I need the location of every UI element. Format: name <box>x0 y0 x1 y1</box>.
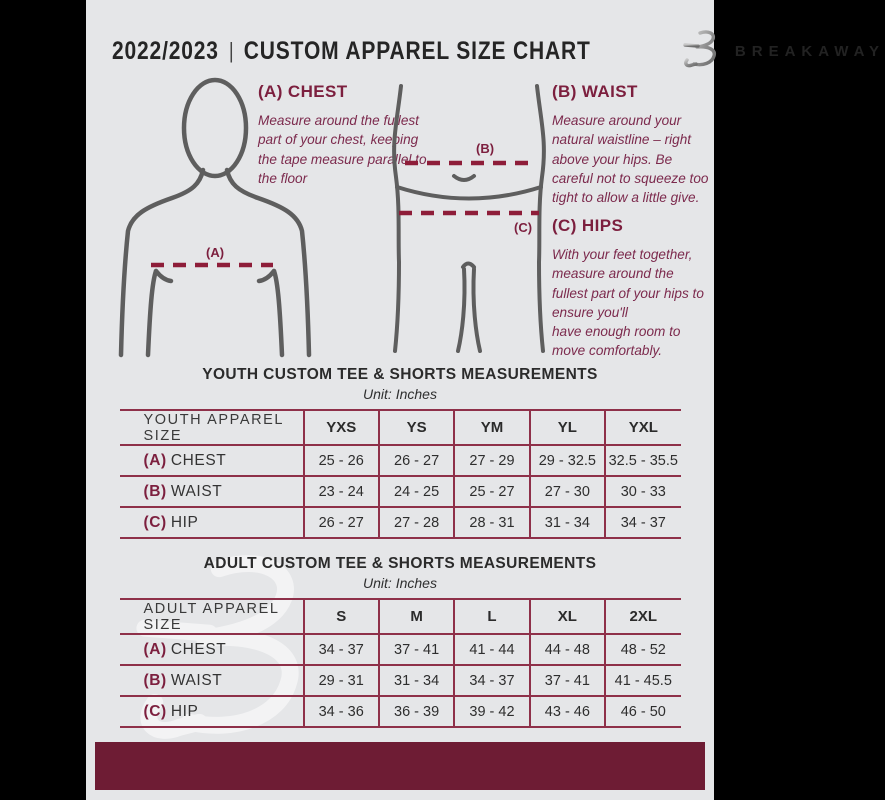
row-prefix: (A) <box>143 451 167 469</box>
adult-col-m: M <box>379 599 454 634</box>
table-cell: 27 - 30 <box>530 476 605 507</box>
table-cell: 37 - 41 <box>379 634 454 665</box>
row-prefix: (B) <box>143 671 167 689</box>
row-label-waist <box>120 665 304 696</box>
youth-header-row <box>120 410 681 445</box>
youth-size-table <box>120 409 681 539</box>
table-cell: 31 - 34 <box>530 507 605 538</box>
row-text: WAIST <box>170 482 223 500</box>
waist-description: Measure around your natural waistline – right above your hips. Be careful not to squeeze too tight to allow a little give. <box>552 113 709 206</box>
year-label: 2022/2023 <box>112 36 219 65</box>
brand-lockup <box>682 29 885 74</box>
table-cell: 41 - 44 <box>454 634 529 665</box>
table-cell: 24 - 25 <box>379 476 454 507</box>
table-cell: 34 - 37 <box>454 665 529 696</box>
waist-heading: (B) WAIST <box>552 82 638 101</box>
figure-label-b: (B) <box>476 141 495 156</box>
page-title <box>112 37 591 66</box>
table-cell: 34 - 36 <box>304 696 379 727</box>
breakaway-logo-icon <box>682 29 726 74</box>
waist-guide <box>552 82 714 207</box>
title-divider: | <box>228 38 234 63</box>
adult-col-s: S <box>304 599 379 634</box>
figure-label-c: (C) <box>514 220 533 235</box>
youth-col-yxs: YXS <box>304 410 379 445</box>
table-cell: 36 - 39 <box>379 696 454 727</box>
row-text: CHEST <box>170 640 227 658</box>
table-cell: 27 - 28 <box>379 507 454 538</box>
table-cell: 46 - 50 <box>605 696 680 727</box>
table-cell: 25 - 26 <box>304 445 379 476</box>
table-cell: 26 - 27 <box>304 507 379 538</box>
table-cell: 25 - 27 <box>454 476 529 507</box>
row-label-chest <box>120 634 304 665</box>
adult-col-xl: XL <box>530 599 605 634</box>
youth-col-ys: YS <box>379 410 454 445</box>
header <box>86 0 885 78</box>
youth-table-unit: Unit: Inches <box>363 386 437 402</box>
row-prefix: (C) <box>143 513 167 531</box>
row-text: CHEST <box>170 451 227 469</box>
hips-description-line1: With your feet together, measure around the fullest part of your hips to ensure you'll <box>552 247 704 320</box>
youth-col-yl: YL <box>530 410 605 445</box>
row-text: HIP <box>170 513 199 531</box>
table-cell: 26 - 27 <box>379 445 454 476</box>
adult-table-title: ADULT CUSTOM TEE & SHORTS MEASUREMENTS <box>203 555 597 572</box>
adult-hip-row <box>120 696 681 727</box>
row-text: HIP <box>170 702 199 720</box>
row-label-chest <box>120 445 304 476</box>
table-cell: 29 - 31 <box>304 665 379 696</box>
adult-col-2xl: 2XL <box>605 599 680 634</box>
youth-col-ym: YM <box>454 410 529 445</box>
footer-bar <box>95 742 705 790</box>
table-cell: 32.5 - 35.5 <box>605 445 680 476</box>
hips-guide <box>552 216 706 361</box>
youth-chest-row <box>120 445 681 476</box>
table-cell: 39 - 42 <box>454 696 529 727</box>
row-prefix: (B) <box>143 482 167 500</box>
size-chart-document <box>86 0 885 800</box>
title-text: CUSTOM APPAREL SIZE CHART <box>243 36 591 65</box>
youth-waist-row <box>120 476 681 507</box>
table-cell: 23 - 24 <box>304 476 379 507</box>
row-label-waist <box>120 476 304 507</box>
table-cell: 44 - 48 <box>530 634 605 665</box>
chest-heading: (A) CHEST <box>258 82 348 101</box>
brand-name: BREAKAWAY <box>734 42 885 60</box>
adult-header-row <box>120 599 681 634</box>
table-cell: 43 - 46 <box>530 696 605 727</box>
row-text: WAIST <box>170 671 223 689</box>
figure-label-a: (A) <box>206 245 225 260</box>
table-cell: 27 - 29 <box>454 445 529 476</box>
youth-col-yxl: YXL <box>605 410 680 445</box>
table-cell: 34 - 37 <box>304 634 379 665</box>
youth-hip-row <box>120 507 681 538</box>
table-cell: 48 - 52 <box>605 634 680 665</box>
row-prefix: (C) <box>143 702 167 720</box>
table-cell: 37 - 41 <box>530 665 605 696</box>
youth-size-column-header: YOUTH APPAREL SIZE <box>120 410 304 445</box>
hips-description-line2: have enough room to move comfortably. <box>552 324 681 359</box>
adult-col-l: L <box>454 599 529 634</box>
adult-table-unit: Unit: Inches <box>363 575 437 591</box>
chest-description: Measure around the fullest part of your chest, keeping the tape measure parallel to the floor <box>258 113 427 186</box>
table-cell: 28 - 31 <box>454 507 529 538</box>
adult-size-column-header: ADULT APPAREL SIZE <box>120 599 304 634</box>
table-cell: 34 - 37 <box>605 507 680 538</box>
youth-table-title: YOUTH CUSTOM TEE & SHORTS MEASUREMENTS <box>202 366 598 383</box>
row-label-hip <box>120 696 304 727</box>
adult-size-table <box>120 598 681 728</box>
row-prefix: (A) <box>143 640 167 658</box>
table-cell: 30 - 33 <box>605 476 680 507</box>
measurement-diagram-section <box>86 78 714 360</box>
table-cell: 41 - 45.5 <box>605 665 680 696</box>
table-cell: 31 - 34 <box>379 665 454 696</box>
adult-waist-row <box>120 665 681 696</box>
row-label-hip <box>120 507 304 538</box>
lower-body-figure-icon <box>388 86 550 357</box>
adult-chest-row <box>120 634 681 665</box>
hips-heading: (C) HIPS <box>552 216 624 235</box>
table-cell: 29 - 32.5 <box>530 445 605 476</box>
